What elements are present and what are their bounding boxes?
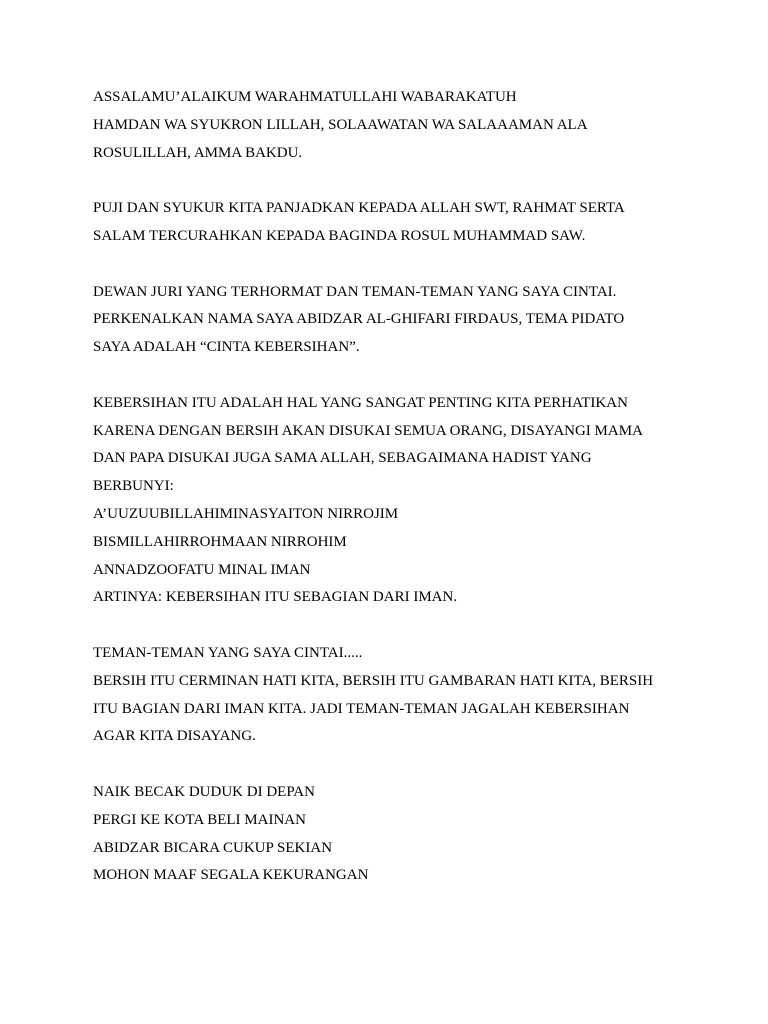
text-line: A’UUZUUBILLAHIMINASYAITON NIRROJIM (93, 505, 399, 522)
text-line: ARTINYA: KEBERSIHAN ITU SEBAGIAN DARI IMAN. (93, 589, 458, 606)
paragraph-gratitude (93, 195, 733, 251)
text-line: PERKENALKAN NAMA SAYA ABIDZAR AL-GHIFARI FIRDAUS, TEMA PIDATO (93, 311, 625, 328)
text-line: PERGI KE KOTA BELI MAINAN (93, 811, 306, 828)
text-line: BERBUNYI: (93, 478, 174, 495)
text-line: BISMILLAHIRROHMAAN NIRROHIM (93, 533, 347, 550)
paragraph-friends (93, 640, 733, 751)
text-line: ABIDZAR BICARA CUKUP SEKIAN (93, 839, 333, 856)
paragraph-cleanliness (93, 390, 733, 612)
text-line: ASSALAMU’ALAIKUM WARAHMATULLAHI WABARAKATUH (93, 89, 517, 105)
text-line: ROSULILLAH, AMMA BAKDU. (93, 144, 303, 161)
paragraph-introduction (93, 279, 733, 362)
text-line: DAN PAPA DISUKAI JUGA SAMA ALLAH, SEBAGAIMANA HADIST YANG (93, 450, 592, 467)
text-line: MOHON MAAF SEGALA KEKURANGAN (93, 867, 369, 884)
text-line: SAYA ADALAH “CINTA KEBERSIHAN”. (93, 339, 360, 356)
text-line: TEMAN-TEMAN YANG SAYA CINTAI..... (93, 644, 363, 661)
document-body (93, 84, 733, 918)
text-line: KEBERSIHAN ITU ADALAH HAL YANG SANGAT PENTING KITA PERHATIKAN (93, 394, 628, 411)
paragraph-closing-pantun (93, 779, 733, 890)
text-line: ANNADZOOFATU MINAL IMAN (93, 561, 311, 578)
text-line: ITU BAGIAN DARI IMAN KITA. JADI TEMAN-TEMAN JAGALAH KEBERSIHAN (93, 700, 630, 717)
text-line: NAIK BECAK DUDUK DI DEPAN (93, 783, 315, 800)
text-line: DEWAN JURI YANG TERHORMAT DAN TEMAN-TEMAN YANG SAYA CINTAI. (93, 283, 617, 300)
text-line: HAMDAN WA SYUKRON LILLAH, SOLAAWATAN WA SALAAAMAN ALA (93, 116, 588, 133)
text-line: AGAR KITA DISAYANG. (93, 728, 256, 745)
text-line: SALAM TERCURAHKAN KEPADA BAGINDA ROSUL MUHAMMAD SAW. (93, 227, 586, 244)
text-line: BERSIH ITU CERMINAN HATI KITA, BERSIH ITU GAMBARAN HATI KITA, BERSIH (93, 672, 654, 689)
text-line: KARENA DENGAN BERSIH AKAN DISUKAI SEMUA ORANG, DISAYANGI MAMA (93, 422, 643, 439)
paragraph-greeting (93, 84, 733, 167)
text-line: PUJI DAN SYUKUR KITA PANJADKAN KEPADA ALLAH SWT, RAHMAT SERTA (93, 200, 625, 217)
